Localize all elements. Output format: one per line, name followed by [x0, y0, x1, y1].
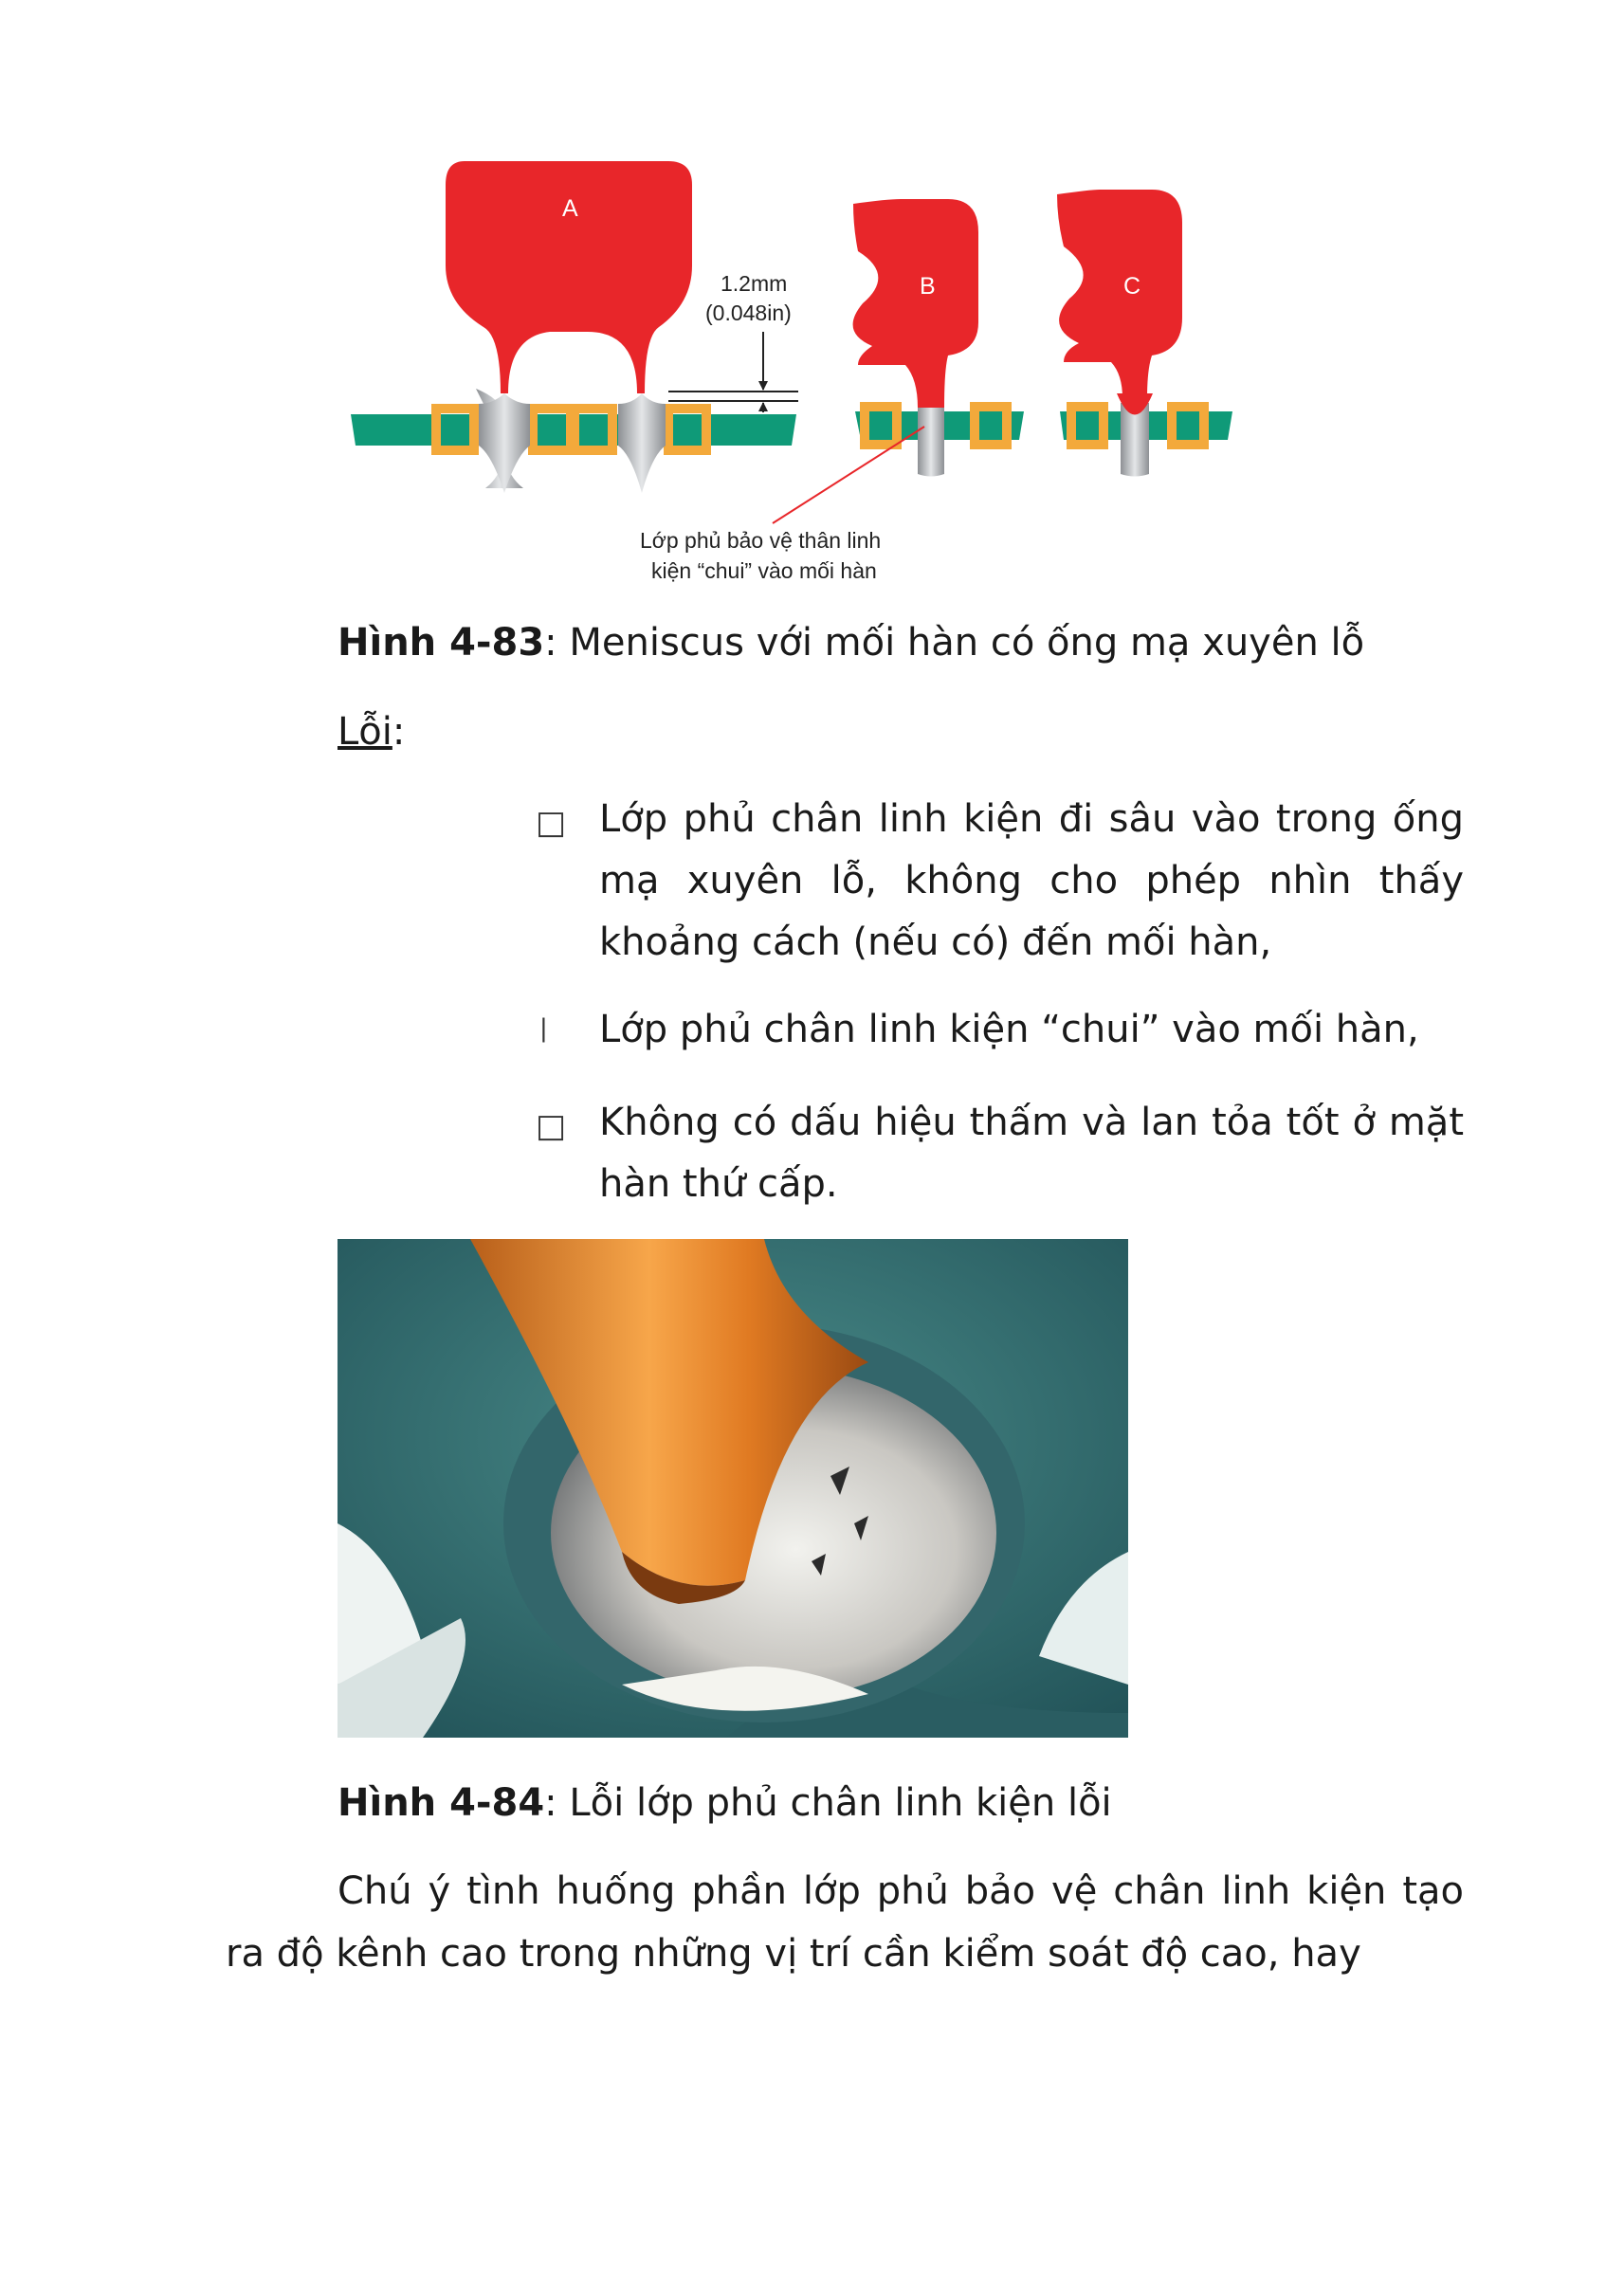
component-b: [853, 199, 978, 408]
defects-heading-colon: :: [392, 710, 406, 754]
defects-heading-label: Lỗi: [338, 710, 392, 754]
svg-text:C: C: [1123, 273, 1141, 300]
defect-item-2: Lớp phủ chân linh kiện “chui” vào mối hàn,: [599, 1008, 1419, 1051]
caption-text: : Meniscus với mối hàn có ống mạ xuyên lỗ: [544, 621, 1365, 665]
figure-caption-4-84: [338, 1777, 1112, 1830]
bullet-box-icon: □: [536, 1107, 567, 1145]
svg-text:A: A: [562, 195, 578, 222]
defect-photo: [338, 1239, 1128, 1738]
callout-text-line-1: Lớp phủ bảo vệ thân linh: [640, 528, 882, 553]
callout-text-line-2: kiện “chui” vào mối hàn: [651, 558, 877, 583]
meniscus-diagram: [341, 161, 1251, 588]
bullet-box-icon: □: [536, 804, 567, 842]
pads-a: [436, 409, 706, 450]
caption-label: Hình 4-83: [338, 621, 545, 665]
board-c: [1060, 393, 1232, 477]
bullet-bar-icon: |: [539, 1014, 548, 1043]
defect-item-1: Lớp phủ chân linh kiện đi sâu vào trong ống mạ xuyên lỗ, không cho phép nhìn thấy khoảng cách (nếu có) đến mối hàn,: [599, 797, 1464, 964]
defect-item-3: Không có dấu hiệu thấm và lan tỏa tốt ở mặt hàn thứ cấp.: [599, 1101, 1464, 1206]
dimension-marker: [668, 271, 798, 412]
callout-line: [773, 427, 924, 523]
figure-caption-4-83: [338, 616, 1364, 669]
note-paragraph-text: Chú ý tình huống phần lớp phủ bảo vệ chân linh kiện tạo ra độ kênh cao trong những vị trí cần kiểm soát độ cao, hay: [226, 1869, 1464, 1976]
svg-text:B: B: [920, 273, 936, 300]
component-a: [446, 161, 692, 393]
dimension-value: 1.2mm: [721, 271, 788, 296]
defects-heading: [338, 705, 405, 758]
caption-label-2: Hình 4-84: [338, 1781, 545, 1825]
component-c: [1057, 190, 1182, 398]
caption-text-2: : Lỗi lớp phủ chân linh kiện lỗi: [544, 1781, 1112, 1825]
dimension-imperial: (0.048in): [705, 301, 792, 325]
board-b: [855, 398, 1024, 477]
note-paragraph: [226, 1860, 1464, 1985]
